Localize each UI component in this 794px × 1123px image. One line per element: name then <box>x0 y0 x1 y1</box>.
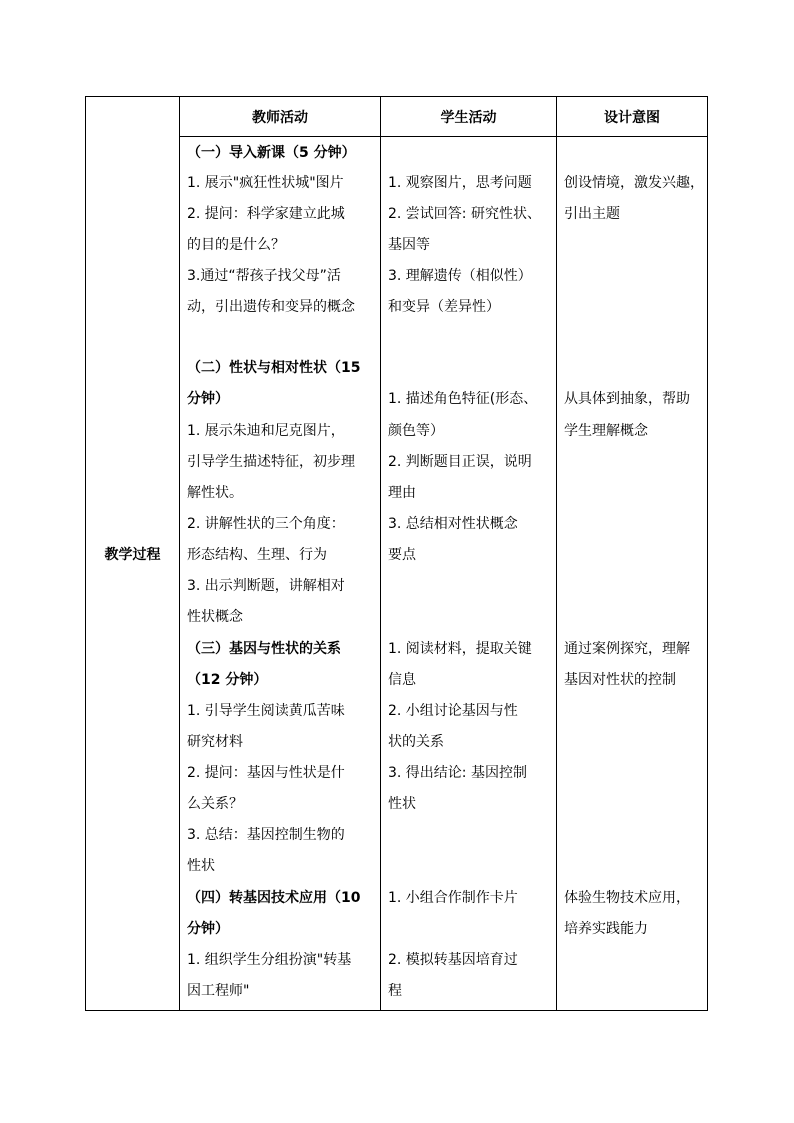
student-activity-cell <box>381 137 557 1011</box>
teacher-activity-line: 3.通过“帮孩子找父母”活 <box>187 268 341 284</box>
design-intent-line: 创设情境，激发兴趣， <box>564 175 704 191</box>
teacher-activity-line: 因工程师" <box>187 983 250 999</box>
header-design-intent: 设计意图 <box>557 97 708 137</box>
table-header-row <box>86 97 708 137</box>
design-intent-line: 基因对性状的控制 <box>564 672 676 688</box>
table-body-row <box>86 137 708 1011</box>
student-activity-line: 2. 模拟转基因培育过 <box>388 952 518 968</box>
design-intent-line: 从具体到抽象，帮助 <box>564 391 690 407</box>
teacher-activity-line: （四）转基因技术应用（10 <box>187 890 361 906</box>
header-student-activity: 学生活动 <box>381 97 557 137</box>
student-activity-line: 3. 总结相对性状概念 <box>388 516 518 532</box>
teacher-activity-line: 研究材料 <box>187 734 243 750</box>
section-label: 教学过程 <box>104 546 161 563</box>
student-activity-line: 颜色等） <box>388 423 444 439</box>
teacher-activity-line: （三）基因与性状的关系 <box>187 641 341 657</box>
teacher-activity-cell <box>180 137 381 1011</box>
teacher-activity-line: 3. 出示判断题，讲解相对 <box>187 578 345 594</box>
teacher-activity-line: 解性状。 <box>187 485 243 501</box>
student-activity-line: 理由 <box>388 485 416 501</box>
design-intent-line: 体验生物技术应用， <box>564 890 690 906</box>
student-activity-line: 要点 <box>388 547 416 563</box>
teacher-activity-line: 形态结构、生理、行为 <box>187 547 327 563</box>
lesson-plan-table <box>85 96 708 1011</box>
teacher-activity-line: 性状概念 <box>187 609 243 625</box>
teacher-activity-line: 1. 展示朱迪和尼克图片， <box>187 423 345 439</box>
design-intent-cell <box>557 137 708 1011</box>
teacher-activity-line: 3. 总结：基因控制生物的 <box>187 827 345 843</box>
student-activity-line: 性状 <box>388 796 416 812</box>
student-activity-content <box>381 137 556 1010</box>
teacher-activity-content <box>180 137 380 1010</box>
student-activity-line: 程 <box>388 983 402 999</box>
teacher-activity-line: 分钟） <box>187 921 229 937</box>
teacher-activity-line: 2. 提问：基因与性状是什 <box>187 765 345 781</box>
teacher-activity-line: （一）导入新课（5 分钟） <box>187 145 356 161</box>
design-intent-line: 引出主题 <box>564 206 620 222</box>
teacher-activity-line: 的目的是什么？ <box>187 237 285 253</box>
student-activity-line: 1. 小组合作制作卡片 <box>388 890 518 906</box>
design-intent-line: 学生理解概念 <box>564 423 648 439</box>
student-activity-line: 2. 尝试回答: 研究性状、 <box>388 206 541 222</box>
student-activity-line: 3. 理解遗传（相似性） <box>388 268 532 284</box>
student-activity-line: 信息 <box>388 672 416 688</box>
student-activity-line: 2. 判断题目正误，说明 <box>388 454 532 470</box>
teacher-activity-line: 性状 <box>187 858 215 874</box>
student-activity-line: 1. 阅读材料，提取关键 <box>388 641 532 657</box>
student-activity-line: 2. 小组讨论基因与性 <box>388 703 518 719</box>
teacher-activity-line: 引导学生描述特征，初步理 <box>187 454 355 470</box>
section-label-cell <box>86 97 180 1011</box>
student-activity-line: 1. 观察图片，思考问题 <box>388 175 532 191</box>
student-activity-line: 状的关系 <box>388 734 444 750</box>
teacher-activity-line: 分钟） <box>187 391 229 407</box>
teacher-activity-line: 1. 组织学生分组扮演"转基 <box>187 952 352 968</box>
teacher-activity-line: 动，引出遗传和变异的概念 <box>187 299 355 315</box>
student-activity-line: 基因等 <box>388 237 430 253</box>
teacher-activity-line: 2. 提问：科学家建立此城 <box>187 206 345 222</box>
teacher-activity-line: 1. 展示"疯狂性状城"图片 <box>187 175 344 191</box>
design-intent-line: 培养实践能力 <box>564 921 648 937</box>
teacher-activity-line: （12 分钟） <box>187 672 268 688</box>
teacher-activity-line: 1. 引导学生阅读黄瓜苦味 <box>187 703 345 719</box>
design-intent-line: 通过案例探究，理解 <box>564 641 690 657</box>
student-activity-line: 1. 描述角色特征(形态、 <box>388 391 538 407</box>
design-intent-content <box>557 137 707 1010</box>
teacher-activity-line: （二）性状与相对性状（15 <box>187 360 361 376</box>
teacher-activity-line: 2. 讲解性状的三个角度： <box>187 516 345 532</box>
teacher-activity-line: 么关系？ <box>187 796 243 812</box>
student-activity-line: 3. 得出结论: 基因控制 <box>388 765 527 781</box>
student-activity-line: 和变异（差异性） <box>388 299 500 315</box>
header-teacher-activity: 教师活动 <box>180 97 381 137</box>
